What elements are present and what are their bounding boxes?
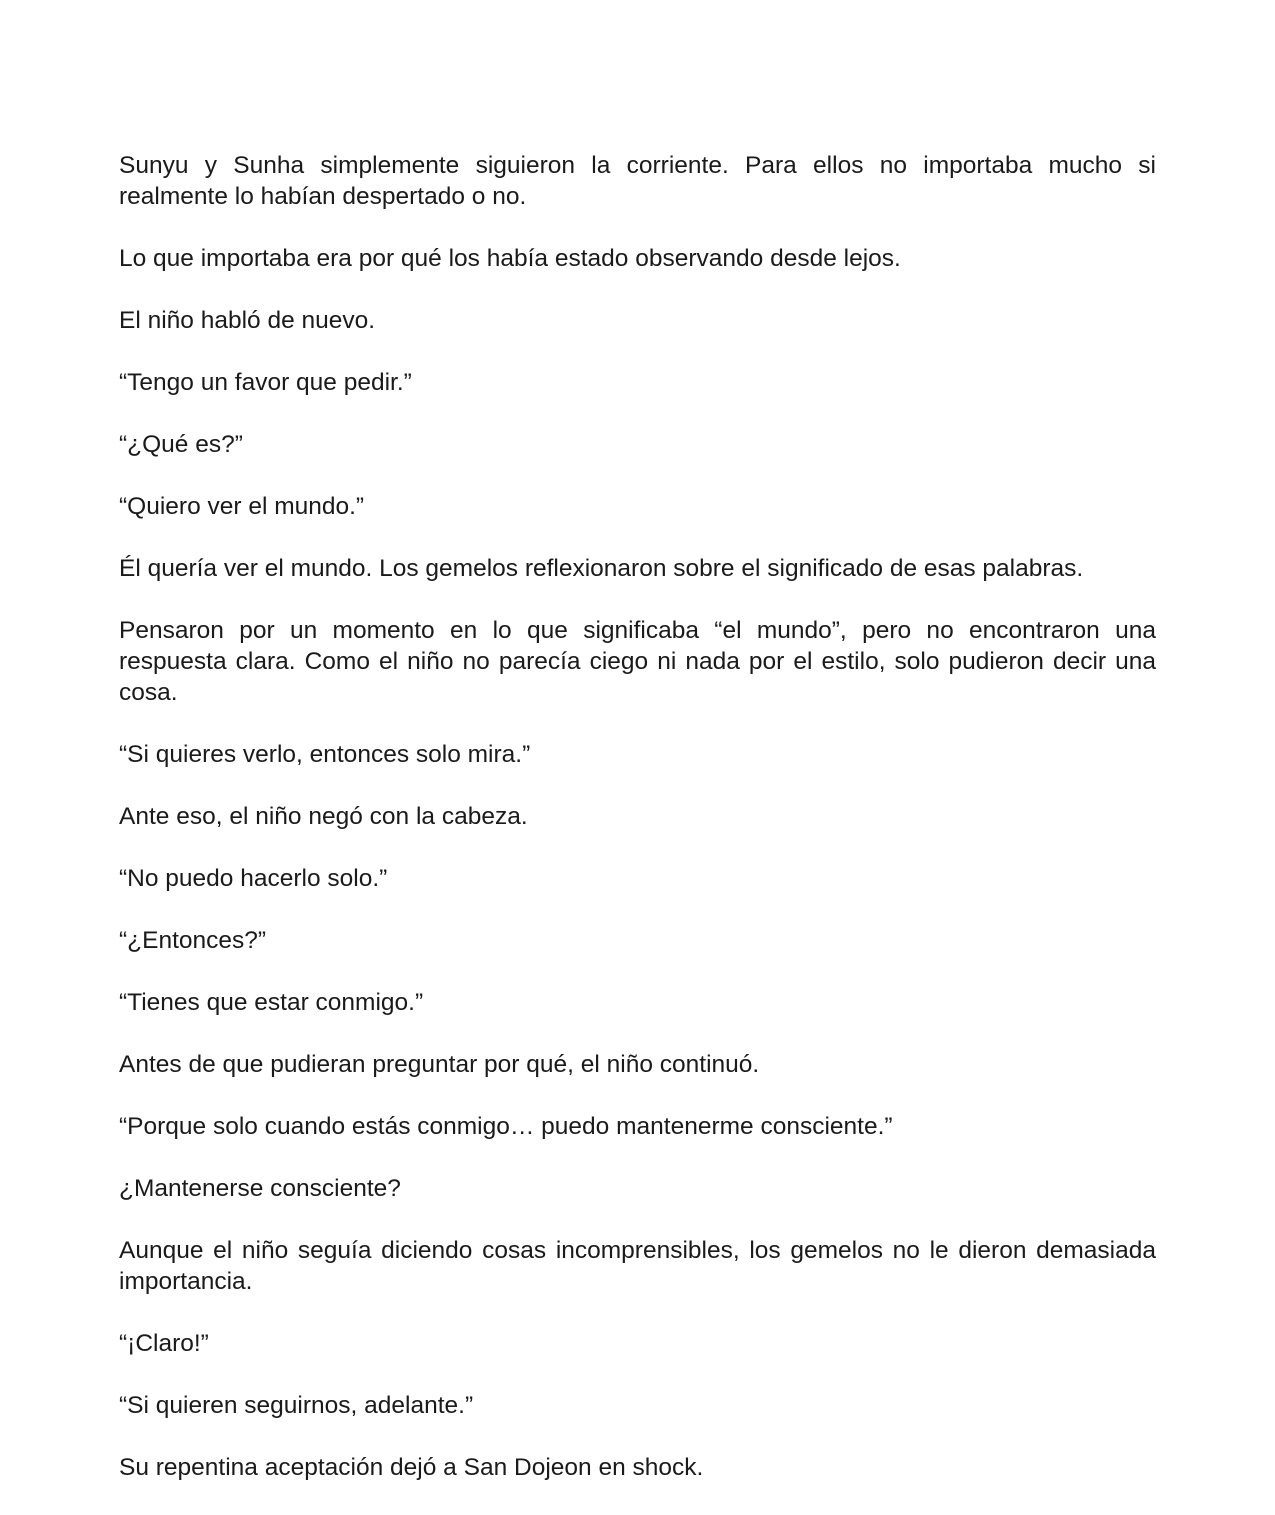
dialogue-line: “Tengo un favor que pedir.” (119, 369, 412, 396)
paragraph: El niño habló de nuevo. (119, 307, 376, 334)
dialogue-line: “Quiero ver el mundo.” (119, 493, 365, 520)
paragraph: Aunque el niño seguía diciendo cosas incomprensibles, los gemelos no le dieron demasiada importancia. (119, 1237, 1156, 1295)
paragraph: Sunyu y Sunha simplemente siguieron la corriente. Para ellos no importaba mucho si realmente lo habían despertado o no. (119, 152, 1156, 210)
dialogue-line: “¡Claro!” (119, 1330, 209, 1357)
dialogue-line: “Si quieres verlo, entonces solo mira.” (119, 741, 531, 768)
paragraph: Lo que importaba era por qué los había estado observando desde lejos. (119, 245, 901, 272)
paragraph: Su repentina aceptación dejó a San Dojeon en shock. (119, 1454, 704, 1481)
dialogue-line: “¿Entonces?” (119, 927, 267, 954)
dialogue-line: “No puedo hacerlo solo.” (119, 865, 388, 892)
dialogue-line: “Tienes que estar conmigo.” (119, 989, 424, 1016)
dialogue-line: “Porque solo cuando estás conmigo… puedo mantenerme consciente.” (119, 1113, 893, 1140)
paragraph: Antes de que pudieran preguntar por qué, el niño continuó. (119, 1051, 760, 1078)
paragraph: Él quería ver el mundo. Los gemelos reflexionaron sobre el significado de esas palabras. (119, 555, 1084, 582)
text-body (119, 150, 1156, 1483)
dialogue-line: “¿Qué es?” (119, 431, 243, 458)
paragraph: Ante eso, el niño negó con la cabeza. (119, 803, 528, 830)
dialogue-line: “Si quieren seguirnos, adelante.” (119, 1392, 474, 1419)
paragraph: ¿Mantenerse consciente? (119, 1175, 401, 1202)
paragraph: Pensaron por un momento en lo que significaba “el mundo”, pero no encontraron una respuesta clara. Como el niño no parecía ciego ni nada por el estilo, solo pudieron decir una cosa. (119, 617, 1156, 706)
